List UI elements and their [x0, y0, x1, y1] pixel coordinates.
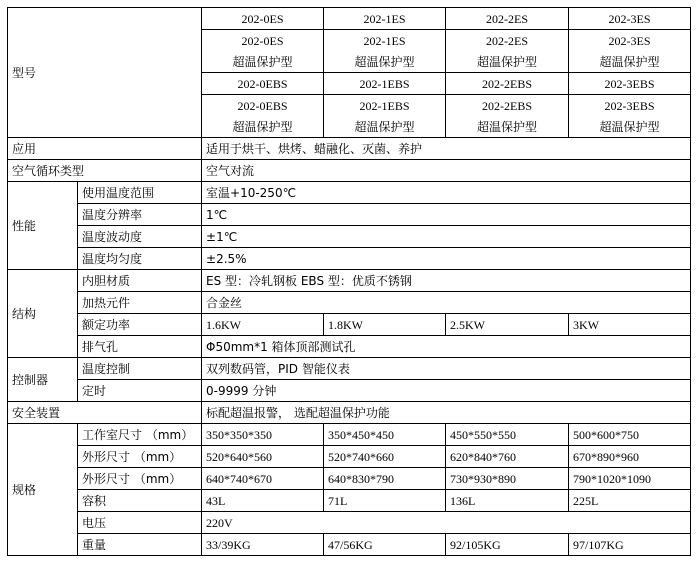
structure-row [8, 336, 691, 358]
power-value: 2.5KW [446, 314, 569, 336]
power-value: 3KW [569, 314, 691, 336]
specs-row [8, 446, 691, 468]
specification-table [7, 7, 691, 556]
specs-row [8, 490, 691, 512]
specs-row [8, 424, 691, 446]
power-value: 1.6KW [202, 314, 324, 336]
performance-item-label: 使用温度范围 [78, 182, 202, 204]
temp-control-label: 温度控制 [78, 358, 202, 380]
safety-label: 安全装置 [8, 402, 202, 424]
outer-size-value: 620*840*760 [446, 446, 569, 468]
performance-item-value: 1℃ [202, 204, 691, 226]
model-cell: 202-3EBS [569, 95, 691, 117]
weight-value: 33/39KG [202, 534, 324, 556]
specs-row [8, 512, 691, 534]
outer-size-value: 790*1020*1090 [569, 468, 691, 490]
model-cell: 202-0ES [202, 30, 324, 52]
structure-row [8, 270, 691, 292]
weight-value: 97/107KG [569, 534, 691, 556]
outer-size-value: 640*740*670 [202, 468, 324, 490]
model-cell: 202-2EBS [446, 73, 569, 95]
outer-size-value: 520*640*560 [202, 446, 324, 468]
model-cell: 202-3ES [569, 8, 691, 30]
vent-label: 排气孔 [78, 336, 202, 358]
application-row [8, 138, 691, 160]
temp-control-value: 双列数码管，PID 智能仪表 [202, 358, 691, 380]
specs-row [8, 468, 691, 490]
structure-row [8, 314, 691, 336]
chamber-size-value: 350*350*350 [202, 424, 324, 446]
specs-label: 规格 [8, 424, 78, 556]
heater-value: 合金丝 [202, 292, 691, 314]
model-cell: 202-0EBS [202, 95, 324, 117]
performance-item-label: 温度分辨率 [78, 204, 202, 226]
performance-item-label: 温度波动度 [78, 226, 202, 248]
voltage-value: 220V [202, 512, 691, 534]
performance-row [8, 226, 691, 248]
power-label: 额定功率 [78, 314, 202, 336]
model-type-cell: 超温保护型 [324, 51, 446, 73]
model-cell: 202-1ES [324, 30, 446, 52]
application-value: 适用于烘干、烘烤、蜡融化、灭菌、养护 [202, 138, 691, 160]
chamber-size-label: 工作室尺寸 （mm） [78, 424, 202, 446]
model-type-cell: 超温保护型 [446, 116, 569, 138]
model-cell: 202-1ES [324, 8, 446, 30]
specs-row [8, 534, 691, 556]
model-type-cell: 超温保护型 [202, 116, 324, 138]
performance-row [8, 248, 691, 270]
outer-size-label: 外形尺寸 （mm） [78, 446, 202, 468]
model-cell: 202-3ES [569, 30, 691, 52]
performance-row [8, 204, 691, 226]
controller-label: 控制器 [8, 358, 78, 402]
air-circulation-row [8, 160, 691, 182]
weight-value: 47/56KG [324, 534, 446, 556]
outer-size-value: 520*740*660 [324, 446, 446, 468]
model-type-cell: 超温保护型 [446, 51, 569, 73]
timer-value: 0-9999 分钟 [202, 380, 691, 402]
model-type-cell: 超温保护型 [202, 51, 324, 73]
vent-value: Φ50mm*1 箱体顶部测试孔 [202, 336, 691, 358]
liner-value: ES 型：冷轧钢板 EBS 型：优质不锈钢 [202, 270, 691, 292]
chamber-size-value: 350*450*450 [324, 424, 446, 446]
model-row-1 [8, 8, 691, 30]
timer-label: 定时 [78, 380, 202, 402]
model-cell: 202-0ES [202, 8, 324, 30]
air-circulation-value: 空气对流 [202, 160, 691, 182]
outer-size-label: 外形尺寸 （mm） [78, 468, 202, 490]
model-cell: 202-2ES [446, 30, 569, 52]
liner-label: 内胆材质 [78, 270, 202, 292]
performance-item-value: 室温+10-250℃ [202, 182, 691, 204]
chamber-size-value: 500*600*750 [569, 424, 691, 446]
model-cell: 202-2EBS [446, 95, 569, 117]
voltage-label: 电压 [78, 512, 202, 534]
application-label: 应用 [8, 138, 202, 160]
volume-value: 43L [202, 490, 324, 512]
performance-item-value: ±2.5% [202, 248, 691, 270]
model-cell: 202-1EBS [324, 95, 446, 117]
structure-label: 结构 [8, 270, 78, 358]
safety-value: 标配超温报警， 选配超温保护功能 [202, 402, 691, 424]
structure-row [8, 292, 691, 314]
model-type-cell: 超温保护型 [324, 116, 446, 138]
model-type-cell: 超温保护型 [569, 116, 691, 138]
model-cell: 202-3EBS [569, 73, 691, 95]
weight-value: 92/105KG [446, 534, 569, 556]
power-value: 1.8KW [324, 314, 446, 336]
model-type-cell: 超温保护型 [569, 51, 691, 73]
volume-label: 容积 [78, 490, 202, 512]
volume-value: 71L [324, 490, 446, 512]
outer-size-value: 670*890*960 [569, 446, 691, 468]
model-cell: 202-0EBS [202, 73, 324, 95]
air-circulation-label: 空气循环类型 [8, 160, 202, 182]
weight-label: 重量 [78, 534, 202, 556]
volume-value: 225L [569, 490, 691, 512]
controller-row [8, 358, 691, 380]
volume-value: 136L [446, 490, 569, 512]
outer-size-value: 640*830*790 [324, 468, 446, 490]
model-label: 型号 [8, 8, 202, 138]
performance-item-value: ±1℃ [202, 226, 691, 248]
controller-row [8, 380, 691, 402]
performance-item-label: 温度均匀度 [78, 248, 202, 270]
safety-row [8, 402, 691, 424]
chamber-size-value: 450*550*550 [446, 424, 569, 446]
outer-size-value: 730*930*890 [446, 468, 569, 490]
heater-label: 加热元件 [78, 292, 202, 314]
performance-row [8, 182, 691, 204]
model-cell: 202-1EBS [324, 73, 446, 95]
performance-label: 性能 [8, 182, 78, 270]
model-cell: 202-2ES [446, 8, 569, 30]
